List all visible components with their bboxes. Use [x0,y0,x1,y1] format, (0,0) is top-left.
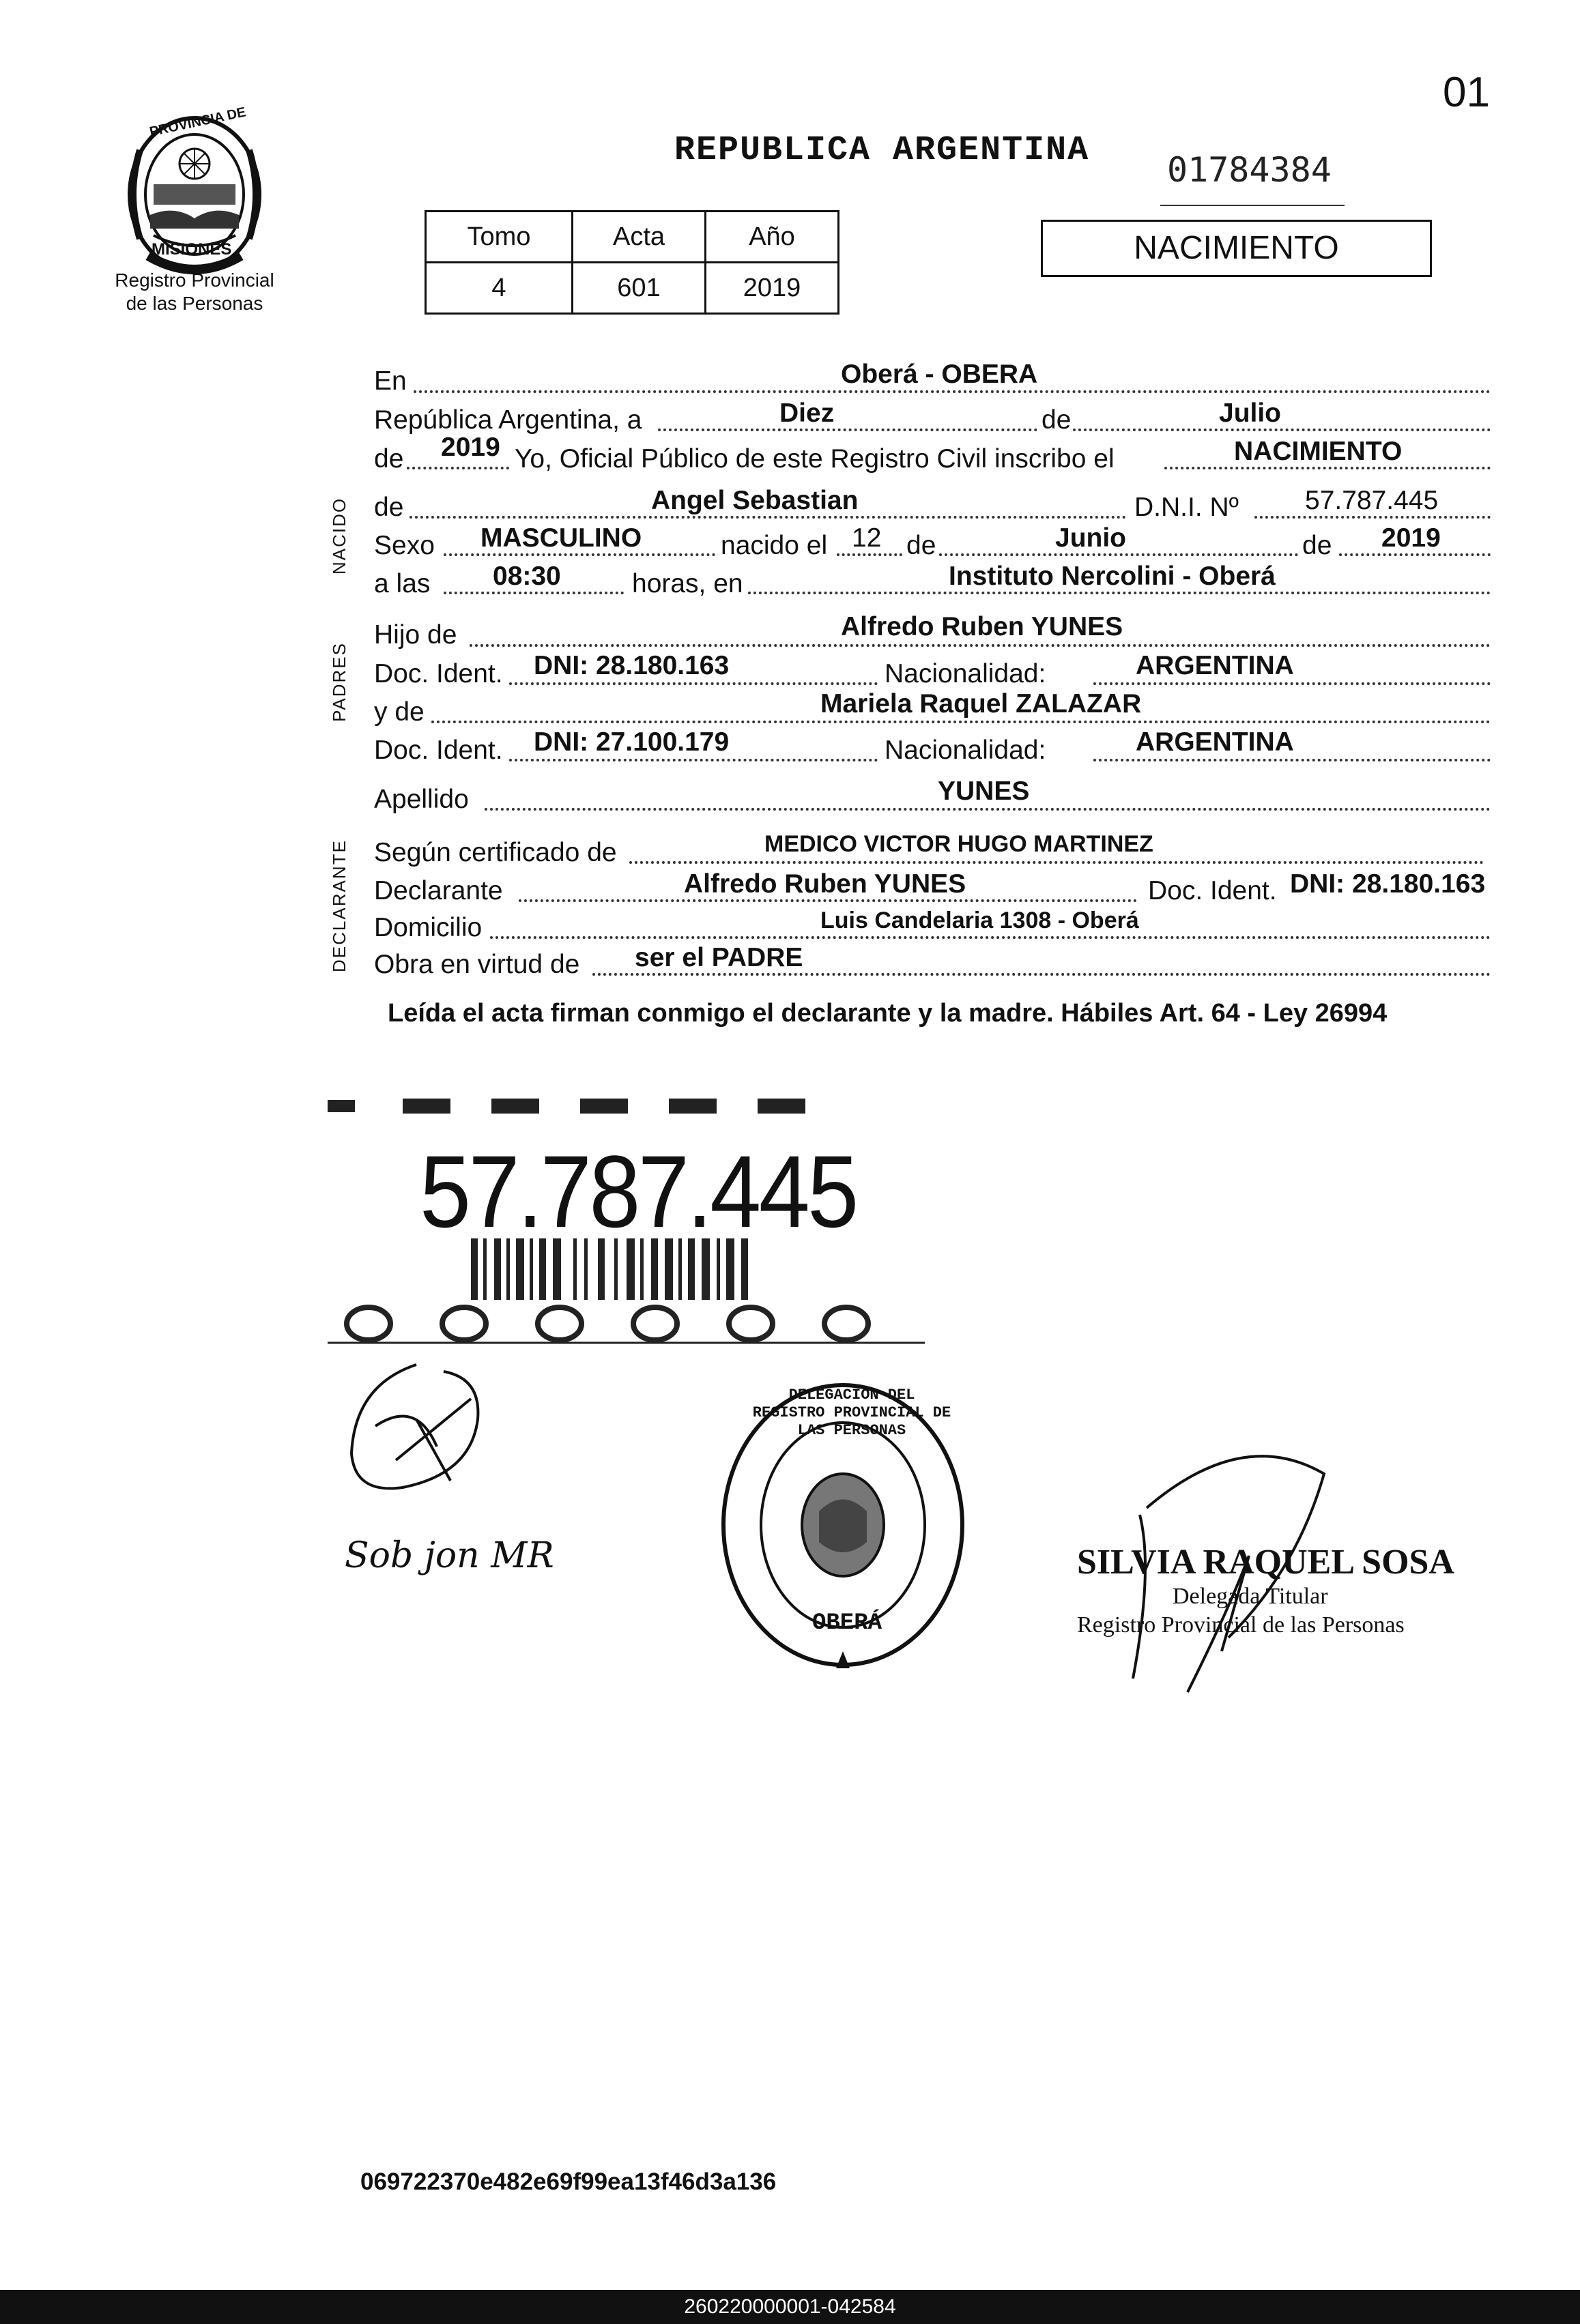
closing-note: Leída el acta firman conmigo el declarante y la madre. Hábiles Art. 64 - Ley 26994 [388,999,1388,1028]
dotted-leader [444,553,715,556]
label-de: de [906,531,936,560]
record-value-tomo: 4 [426,263,573,314]
value-dia-nacimiento: 12 [852,523,882,553]
label-de: de [374,493,404,522]
logo-caption-line2: de las Personas [126,293,263,314]
value-lugar-nacimiento: Instituto Nercolini - Oberá [949,562,1276,591]
value-hora: 08:30 [493,562,561,591]
logo-top-text: PROVINCIA DE [148,104,248,140]
dotted-leader [1254,516,1491,519]
dotted-leader [629,861,1484,864]
value-declarante-doc: DNI: 28.180.163 [1290,869,1486,899]
dotted-leader [1164,467,1491,469]
record-header-acta: Acta [573,212,706,263]
dotted-leader [1093,759,1491,761]
value-madre-nacionalidad: ARGENTINA [1136,727,1294,757]
document-serial-number: 01784384 [1167,150,1332,190]
label-domicilio: Domicilio [374,913,483,942]
label-dni: D.N.I. Nº [1134,493,1239,522]
section-label-padres: PADRES [329,642,349,722]
record-value-acta: 601 [573,263,706,314]
record-value-anio: 2019 [706,263,839,314]
label-sexo: Sexo [374,531,435,560]
label-de: de [1302,531,1332,560]
value-tipo-inscripcion: NACIMIENTO [1234,437,1403,466]
label-apellido: Apellido [374,785,469,814]
value-padre: Alfredo Ruben YUNES [841,612,1123,641]
label-a-las: a las [374,569,431,598]
value-nombre: Angel Sebastian [651,486,859,515]
logo-caption-line1: Registro Provincial [115,270,274,291]
official-stamp [1077,1542,1454,1640]
dni-barcode-number: 57.787.445 [420,1134,857,1249]
dotted-leader [444,592,624,594]
dotted-leader [410,516,1126,519]
label-obra-en-virtud: Obra en virtud de [374,950,580,979]
logo-bottom-text: MISIONES [152,240,232,259]
dotted-leader [1073,429,1491,431]
dotted-leader [939,553,1298,556]
record-header-tomo: Tomo [426,212,573,263]
dotted-leader [407,467,509,469]
dotted-leader [470,644,1491,647]
label-nacionalidad: Nacionalidad: [885,736,1046,765]
value-madre: Mariela Raquel ZALAZAR [820,689,1142,718]
value-apellido: YUNES [938,776,1030,806]
record-table-value-row [426,263,839,314]
serial-underline [1160,205,1345,206]
dotted-leader [490,936,1491,939]
dotted-leader [509,759,878,761]
value-lugar: Oberá - OBERA [841,360,1038,389]
record-table [425,210,839,315]
official-office: Registro Provincial de las Personas [1077,1612,1405,1638]
record-header-anio: Año [706,212,839,263]
section-label-declarante: DECLARANTE [329,839,349,972]
label-de: de [374,444,404,474]
label-hijo-de: Hijo de [374,620,457,650]
value-dni: 57.787.445 [1305,486,1439,515]
label-declarante: Declarante [374,876,503,905]
dotted-leader [431,721,1491,723]
document-type-box: NACIMIENTO [1041,220,1432,277]
label-horas-en: horas, en [632,569,743,598]
value-declarante: Alfredo Ruben YUNES [684,869,966,899]
value-certificado: MEDICO VICTOR HUGO MARTINEZ [764,831,1153,857]
seal-ring-text: DELEGACION DEL REGISTRO PROVINCIAL DE LAS PERSONAS [752,1386,951,1439]
dotted-leader [658,429,1037,431]
value-padre-doc: DNI: 28.180.163 [534,651,730,680]
dotted-leader [414,390,1491,393]
label-nacionalidad: Nacionalidad: [885,659,1046,688]
dotted-leader [1339,553,1491,556]
logo-caption [89,269,300,315]
value-padre-nacionalidad: ARGENTINA [1136,651,1294,680]
seal-bottom-text: OBERÁ [812,1610,882,1636]
value-mes-nacimiento: Junio [1055,523,1126,553]
value-anio-nacimiento: 2019 [1381,523,1441,553]
label-doc-ident: Doc. Ident. [374,659,503,688]
value-madre-doc: DNI: 27.100.179 [534,727,730,757]
footer-code-bar: 260220000001-042584 [0,2290,1580,2324]
dotted-leader [485,808,1491,811]
label-yo-oficial: Yo, Oficial Público de este Registro Civil inscribo el [515,444,1115,474]
value-sexo: MASCULINO [480,523,642,553]
declarant-signature [334,1358,512,1515]
label-en: En [374,366,407,396]
official-title: Delegada Titular [1173,1584,1328,1609]
dotted-leader [519,899,1137,902]
label-de: de [1042,405,1072,435]
label-republica: República Argentina, a [374,405,642,435]
value-mes-inscripcion: Julio [1219,398,1282,428]
dotted-leader [509,682,878,685]
record-table-header-row [426,212,839,263]
document-header-title: REPUBLICA ARGENTINA [674,131,1090,170]
label-y-de: y de [374,697,425,727]
page-number: 01 [1443,69,1490,116]
label-nacido-el: nacido el [721,531,828,560]
dotted-leader [748,592,1491,594]
label-doc-ident: Doc. Ident. [1148,876,1277,905]
official-name: SILVIA RAQUEL SOSA [1077,1543,1454,1582]
document-hash: 069722370e482e69f99ea13f46d3a136 [360,2168,777,2195]
value-obra: ser el PADRE [635,943,803,972]
value-dia-inscripcion: Diez [779,398,835,428]
dotted-leader [592,973,1491,976]
label-doc-ident: Doc. Ident. [374,736,503,765]
value-anio-inscripcion: 2019 [441,433,500,462]
handwritten-note: Sob jon MR [345,1535,554,1576]
province-coat-of-arms-logo [113,109,276,287]
section-label-nacido: NACIDO [329,497,349,575]
label-segun-certificado: Según certificado de [374,838,617,867]
dotted-leader [1093,682,1491,685]
value-domicilio: Luis Candelaria 1308 - Oberá [820,907,1139,933]
dotted-leader [837,553,902,556]
